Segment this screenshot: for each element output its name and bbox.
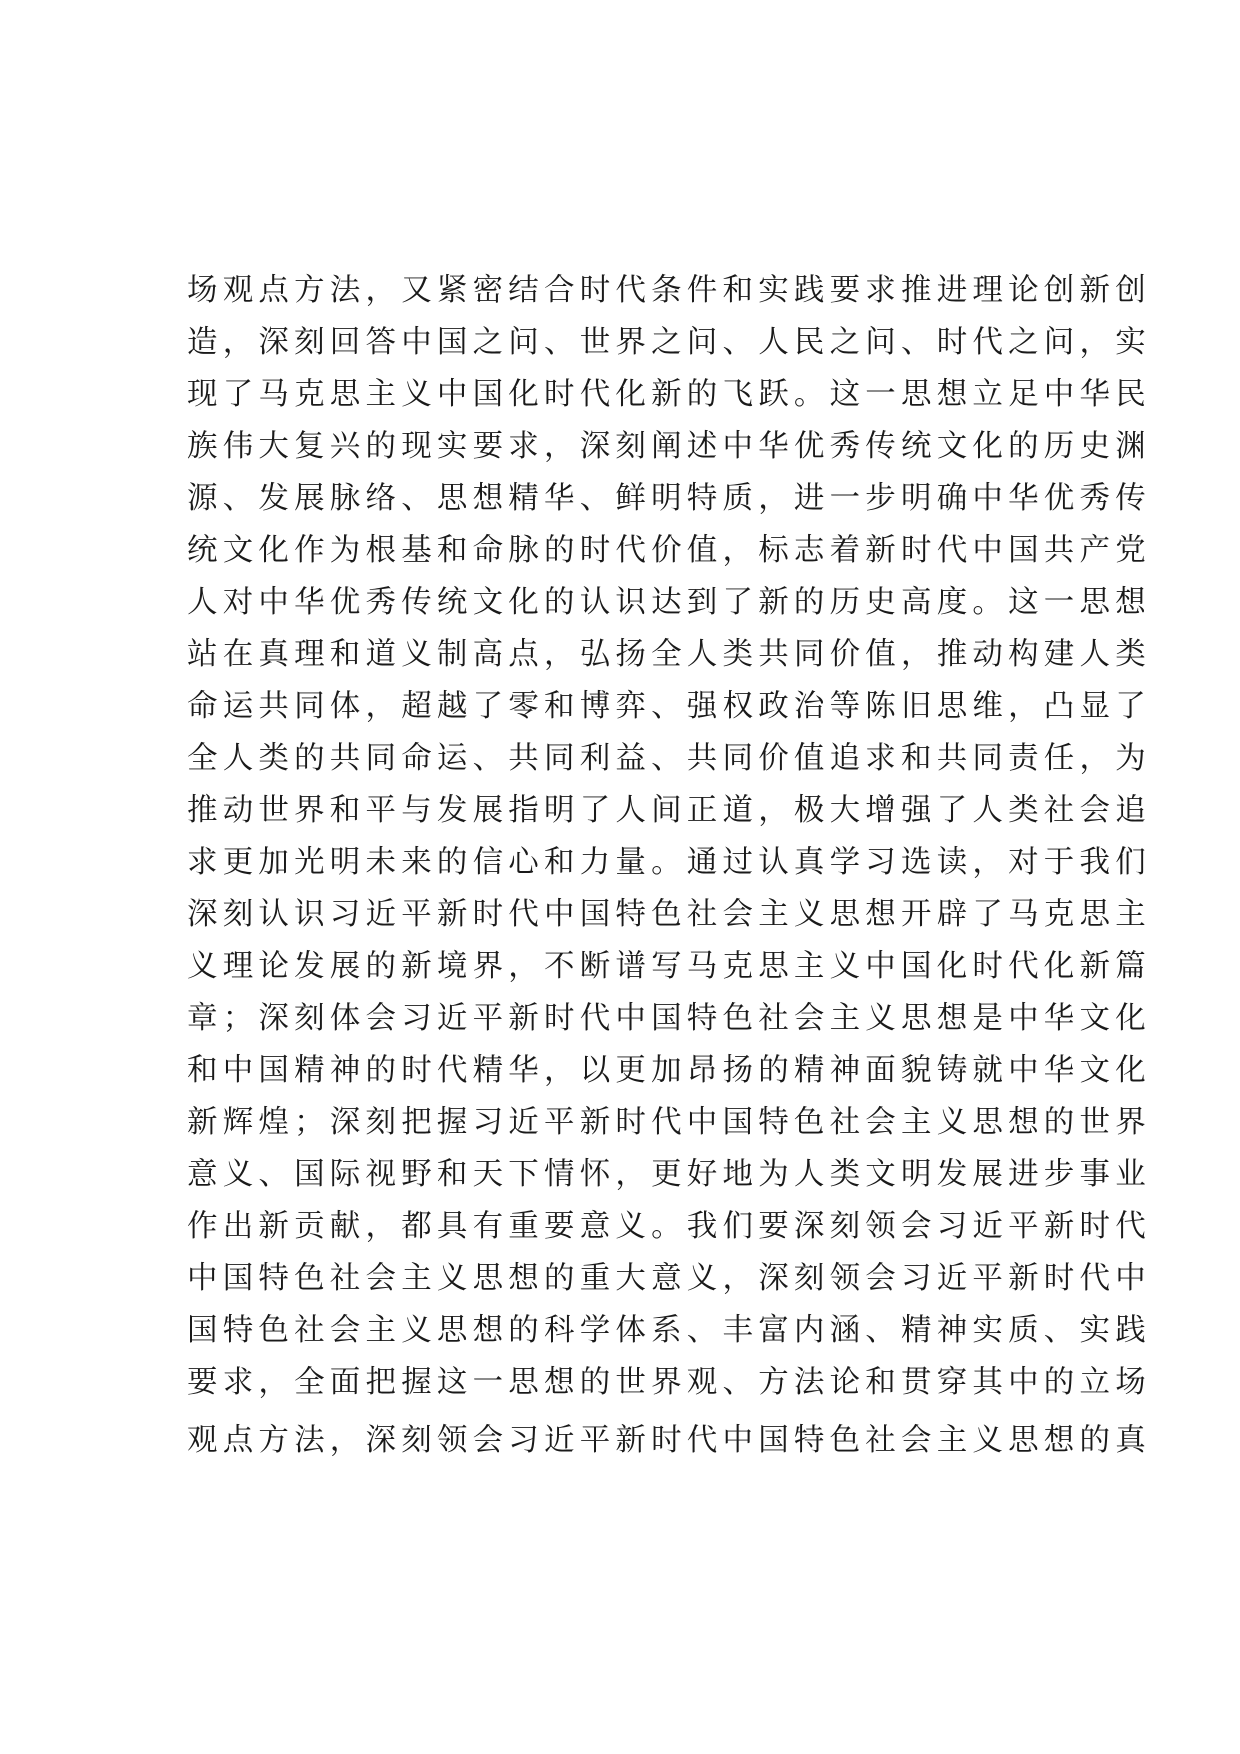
text-line: 造，深刻回答中国之问、世界之问、人民之问、时代之问，实 <box>187 325 1151 360</box>
text-line: 推动世界和平与发展指明了人间正道，极大增强了人类社会追 <box>187 793 1151 828</box>
text-line: 章；深刻体会习近平新时代中国特色社会主义思想是中华文化 <box>187 1001 1151 1036</box>
text-line: 源、发展脉络、思想精华、鲜明特质，进一步明确中华优秀传 <box>187 481 1151 516</box>
text-line: 意义、国际视野和天下情怀，更好地为人类文明发展进步事业 <box>187 1157 1151 1192</box>
text-line: 国特色社会主义思想的科学体系、丰富内涵、精神实质、实践 <box>187 1313 1151 1348</box>
text-line: 义理论发展的新境界，不断谱写马克思主义中国化时代化新篇 <box>187 949 1151 984</box>
text-line: 观点方法，深刻领会习近平新时代中国特色社会主义思想的真 <box>187 1423 1151 1458</box>
text-line: 现了马克思主义中国化时代化新的飞跃。这一思想立足中华民 <box>187 377 1151 412</box>
text-line: 族伟大复兴的现实要求，深刻阐述中华优秀传统文化的历史渊 <box>187 429 1151 464</box>
text-line: 全人类的共同命运、共同利益、共同价值追求和共同责任，为 <box>187 741 1151 776</box>
text-line: 中国特色社会主义思想的重大意义，深刻领会习近平新时代中 <box>187 1261 1151 1296</box>
text-line: 站在真理和道义制高点，弘扬全人类共同价值，推动构建人类 <box>187 637 1151 672</box>
text-line: 求更加光明未来的信心和力量。通过认真学习选读，对于我们 <box>187 845 1151 880</box>
text-line: 场观点方法，又紧密结合时代条件和实践要求推进理论创新创 <box>187 273 1151 308</box>
text-line: 深刻认识习近平新时代中国特色社会主义思想开辟了马克思主 <box>187 897 1151 932</box>
text-line: 新辉煌；深刻把握习近平新时代中国特色社会主义思想的世界 <box>187 1105 1151 1140</box>
text-line: 和中国精神的时代精华，以更加昂扬的精神面貌铸就中华文化 <box>187 1053 1151 1088</box>
text-line: 统文化作为根基和命脉的时代价值，标志着新时代中国共产党 <box>187 533 1151 568</box>
text-line: 人对中华优秀传统文化的认识达到了新的历史高度。这一思想 <box>187 585 1151 620</box>
text-line: 要求，全面把握这一思想的世界观、方法论和贯穿其中的立场 <box>187 1365 1151 1400</box>
text-line: 命运共同体，超越了零和博弈、强权政治等陈旧思维，凸显了 <box>187 689 1151 724</box>
text-line: 作出新贡献，都具有重要意义。我们要深刻领会习近平新时代 <box>187 1209 1151 1244</box>
body-text <box>187 265 1151 1467</box>
